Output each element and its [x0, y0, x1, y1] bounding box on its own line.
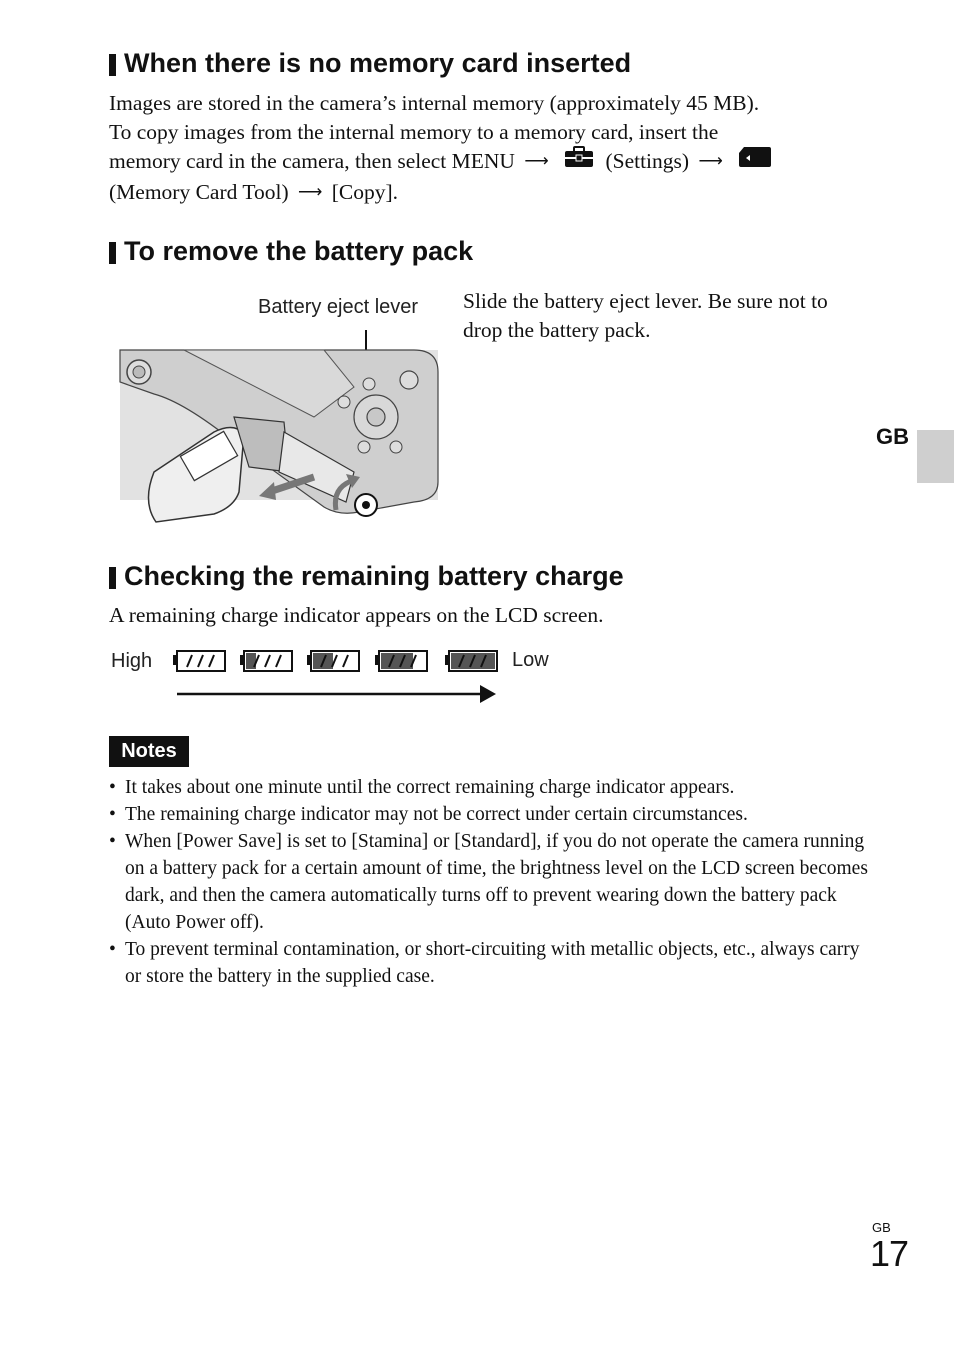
memory-card-icon — [738, 146, 772, 176]
low-label: Low — [512, 649, 549, 671]
bullet: • — [109, 777, 116, 798]
battery-charge-text: A remaining charge indicator appears on the LCD screen. — [109, 603, 604, 627]
note-text: To prevent terminal contamination, or short-circuiting with metallic objects, etc., always carry or store the battery in the supplied case. — [125, 939, 860, 987]
battery-eject-lever-label: Battery eject lever — [258, 296, 419, 318]
battery-remove-text: Slide the battery eject lever. Be sure not to drop the battery pack. — [463, 289, 828, 342]
heading-marker — [109, 567, 116, 589]
heading-marker — [109, 242, 116, 264]
battery-level-icon — [375, 651, 427, 671]
heading-text: Checking the remaining battery charge — [124, 561, 624, 591]
page-number: 17 — [870, 1233, 909, 1274]
section-heading-battery-remove — [109, 236, 473, 267]
high-label: High — [111, 650, 153, 672]
notes-badge: Notes — [109, 736, 189, 767]
notes-list — [109, 774, 869, 990]
heading-marker — [109, 54, 116, 76]
list-item — [109, 774, 869, 801]
memory-line-4a: (Memory Card Tool) — [109, 180, 289, 205]
memory-line-4b: [Copy]. — [331, 180, 399, 205]
battery-level-icon — [445, 651, 497, 671]
right-arrow-icon: ⟶ — [298, 182, 323, 202]
bullet: • — [109, 939, 116, 960]
bullet: • — [109, 804, 116, 825]
heading-text: To remove the battery pack — [124, 236, 474, 266]
memory-line-3 — [109, 147, 869, 178]
list-item — [109, 828, 869, 936]
section-heading-battery-charge — [109, 561, 624, 592]
memory-line-2: To copy images from the internal memory to a memory card, insert the — [109, 120, 719, 144]
bullet: • — [109, 831, 116, 852]
note-text: The remaining charge indicator may not be correct under certain circumstances. — [125, 804, 748, 825]
battery-level-icon — [173, 651, 225, 671]
battery-level-icon — [240, 651, 292, 671]
note-text: When [Power Save] is set to [Stamina] or [Standard], if you do not operate the camera running on a battery pack for a certain amount of time, the brightness level on the LCD screen becomes dark, and then the camera automatically turns off to prevent wearing down the battery pack (Auto Power off). — [125, 831, 868, 933]
footer-language: GB — [872, 1220, 891, 1235]
memory-line-1: Images are stored in the camera’s internal memory (approximately 45 MB). — [109, 91, 760, 115]
section-heading-memory — [109, 48, 631, 79]
camera-illustration — [114, 322, 444, 527]
right-arrow-icon: ⟶ — [698, 151, 723, 170]
list-item — [109, 801, 869, 828]
high-to-low-arrow — [177, 685, 496, 703]
memory-line-3b: (Settings) — [605, 149, 690, 173]
memory-paragraph — [109, 89, 869, 208]
language-tab-label: GB — [876, 424, 909, 449]
heading-text: When there is no memory card inserted — [124, 48, 632, 78]
battery-level-row — [170, 648, 510, 708]
list-item — [109, 936, 869, 990]
battery-level-icon — [307, 651, 359, 671]
language-tab — [917, 430, 954, 483]
right-arrow-icon: ⟶ — [524, 151, 549, 170]
memory-line-3a: memory card in the camera, then select MENU — [109, 149, 515, 173]
note-text: It takes about one minute until the correct remaining charge indicator appears. — [125, 777, 735, 798]
memory-line-4 — [109, 178, 869, 208]
toolbox-icon — [564, 146, 594, 176]
